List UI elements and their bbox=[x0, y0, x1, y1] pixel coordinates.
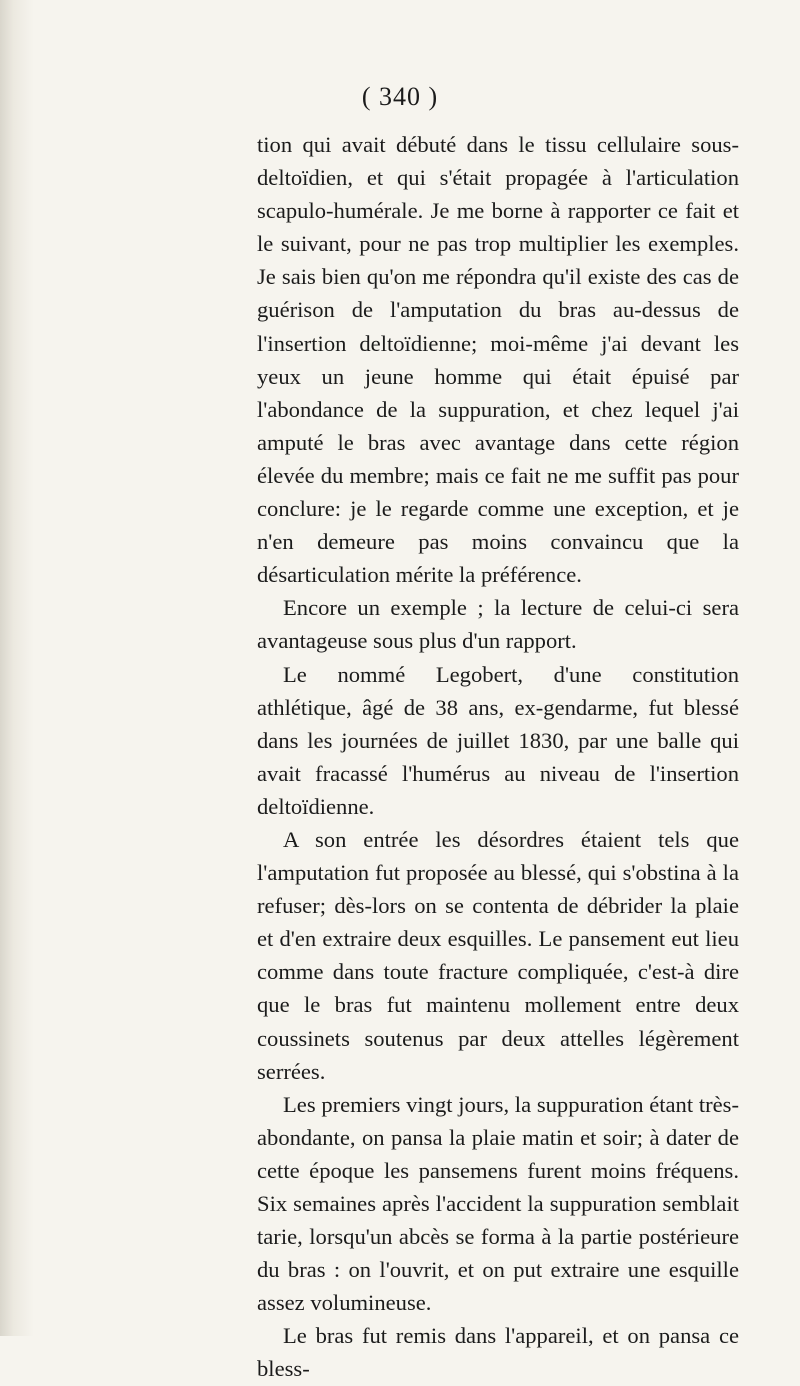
page-binding-edge bbox=[0, 0, 34, 1336]
paragraph: Le nommé Legobert, d'une constitution athlétique, âgé de 38 ans, ex-gendarme, fut blessé dans les journées de juillet 1830, par une balle qui avait fracassé l'humérus au niveau de l'insertion deltoïdienne. bbox=[257, 661, 739, 819]
body-text bbox=[257, 128, 739, 1386]
paragraph: Les premiers vingt jours, la suppuration étant très-abondante, on pansa la plaie matin et soir; à dater de cette époque les pansemens furent moins fréquens. Six semaines après l'accident la suppuration semblait tarie, lorsqu'un abcès se forma à la partie postérieure du bras : on l'ouvrit, et on put extraire une esquille assez volumineuse. bbox=[257, 1091, 739, 1316]
paragraph: Encore un exemple ; la lecture de celui-ci sera avantageuse sous plus d'un rapport. bbox=[257, 595, 739, 654]
paragraph-continuation: tion qui avait débuté dans le tissu cellulaire sous-deltoïdien, et qui s'était propagée à l'articulation scapulo-humérale. Je me borne à rapporter ce fait et le suivant, pour ne pas trop multiplier les exemples. Je sais bien qu'on me répondra qu'il existe des cas de guérison de l'amputation du bras au-dessus de l'insertion deltoïdienne; moi-même j'ai devant les yeux un jeune homme qui était épuisé par l'abondance de la suppuration, et chez lequel j'ai amputé le bras avec avantage dans cette région élevée du membre; mais ce fait ne me suffit pas pour conclure: je le regarde comme une exception, et je n'en demeure pas moins convaincu que la désarticulation mérite la préférence. bbox=[257, 132, 739, 588]
paragraph-last: Le bras fut remis dans l'appareil, et on pansa ce bless- bbox=[257, 1323, 739, 1382]
page-number: ( 340 ) bbox=[361, 82, 439, 111]
paragraph: A son entrée les désordres étaient tels que l'amputation fut proposée au blessé, qui s'obstina à la refuser; dès-lors on se contenta de débrider la plaie et d'en extraire deux esquilles. Le pansement eut lieu comme dans toute fracture compliquée, c'est-à dire que le bras fut maintenu mollement entre deux coussinets soutenus par deux attelles légèrement serrées. bbox=[257, 826, 739, 1084]
